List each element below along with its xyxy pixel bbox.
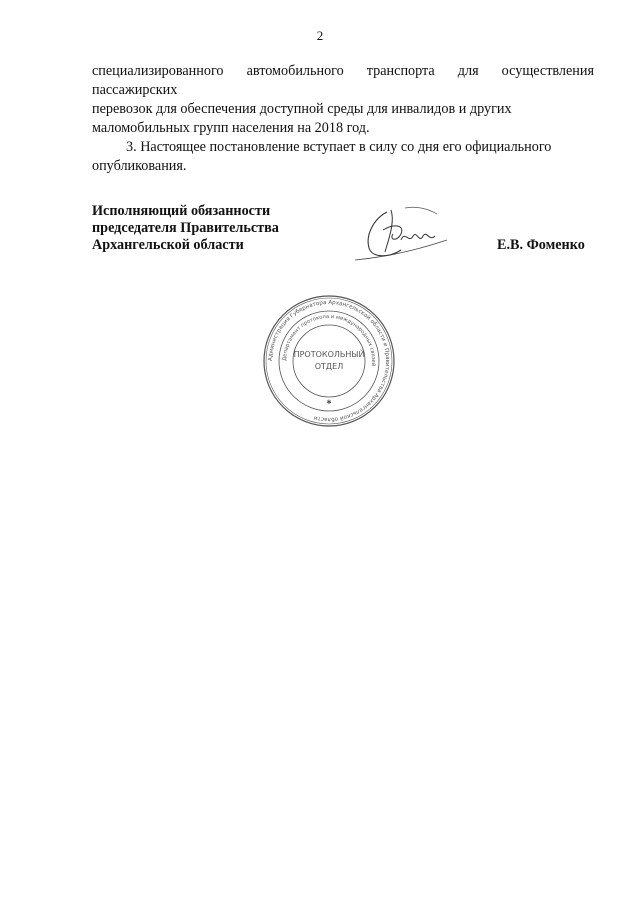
- handwritten-signature: [345, 200, 455, 270]
- body-line-3: маломобильных групп населения на 2018 год.: [92, 120, 370, 136]
- document-body: [92, 62, 594, 176]
- item-3-line-2: опубликования.: [92, 158, 187, 174]
- signer-title-line-2: председателя Правительства: [92, 220, 279, 236]
- body-line-2: перевозок для обеспечения доступной среды для инвалидов и других: [92, 101, 512, 117]
- seal-inner-text: Департамент протокола и международных связей: [281, 313, 377, 367]
- seal-outer-text: Администрация Губернатора Архангельской области и Правительства Архангельской области: [267, 299, 391, 423]
- body-line-1: специализированного автомобильного транспорта для осуществления пассажирских: [92, 63, 594, 98]
- signer-title-line-1: Исполняющий обязанности: [92, 203, 271, 219]
- signer-name: Е.В. Фоменко: [497, 237, 585, 253]
- seal-star-icon: ✱: [326, 399, 332, 406]
- item-3-line-1: 3. Настоящее постановление вступает в силу со дня его официального: [126, 139, 552, 155]
- signer-title-line-3: Архангельской области: [92, 237, 244, 253]
- signer-title: [92, 203, 279, 254]
- seal-center-line-1: ПРОТОКОЛЬНЫЙ: [293, 350, 365, 359]
- official-seal: [262, 294, 396, 428]
- seal-center-line-2: ОТДЕЛ: [314, 362, 344, 371]
- page-number: 2: [316, 28, 324, 43]
